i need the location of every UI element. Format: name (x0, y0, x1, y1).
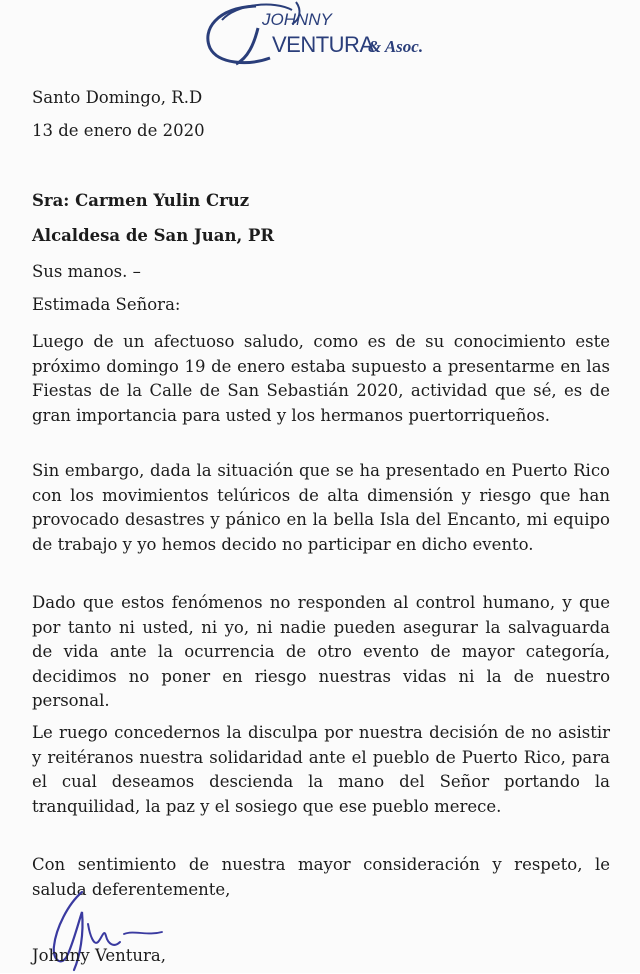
recipient-title: Alcaldesa de San Juan, PR (32, 226, 275, 245)
recipient-name: Sra: Carmen Yulin Cruz (32, 191, 250, 210)
signer-name: Johnny Ventura, (32, 946, 167, 965)
letter-date: 13 de enero de 2020 (32, 121, 205, 140)
letter-place: Santo Domingo, R.D (32, 88, 203, 107)
paragraph-4: Le ruego concedernos la disculpa por nuestra decisión de no asistir y reitéranos nuestra solidaridad ante el pueblo de Puerto Rico, para el cual deseamos descienda la mano del Señor portando la tranquilidad, la paz y el sosiego que ese pueblo merece. (32, 723, 610, 816)
salutation-line-1: Sus manos. – (32, 262, 141, 281)
salutation-line-2: Estimada Señora: (32, 295, 181, 314)
paragraph-3: Dado que estos fenómenos no responden al control humano, y que por tanto ni usted, ni yo, ni nadie pueden asegurar la salvaguarda de vida ante la ocurrencia de otro evento de mayor categoría, decidimos no poner en riesgo nuestras vidas ni la de nuestro personal. (32, 593, 610, 710)
letterhead-logo (196, 0, 456, 70)
letterhead-suffix: & Asoc. (368, 37, 424, 56)
closing-text: Con sentimiento de nuestra mayor consideración y respeto, le saluda deferentemente, (32, 855, 610, 899)
letterhead-line2: VENTURA (272, 32, 374, 57)
paragraph-2: Sin embargo, dada la situación que se ha presentado en Puerto Rico con los movimientos telúricos de alta dimensión y riesgo que han provocado desastres y pánico en la bella Isla del Encanto, mi equipo de trabajo y yo hemos decido no participar en dicho evento. (32, 461, 610, 554)
letterhead-line1: JOHNNY (262, 10, 332, 29)
paragraph-1: Luego de un afectuoso saludo, como es de su conocimiento este próximo domingo 19 de enero estaba supuesto a presentarme en las Fiestas de la Calle de San Sebastián 2020, actividad que sé, es de gran importancia para usted y los hermanos puertorriqueños. (32, 332, 610, 425)
